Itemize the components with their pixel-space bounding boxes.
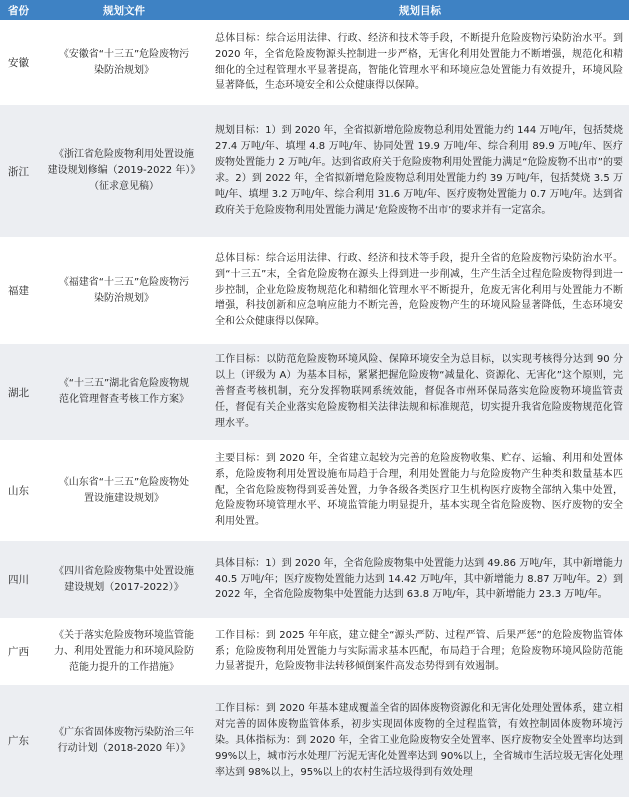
plan-goal-cell: 工作目标：到 2020 年基本建成覆盖全省的固体废物资源化和无害化处理处置体系，建立相对完善的固体废物监管体系，初步实现固体废物的全过程监管，有效控制固体废物环境污染。具体指标为：到 2020 年，全省工业危险废物安全处置率、医疗废物安全处置率均达到 99%以上，城市污水处理厂污泥无害化处置率达到 90%以上，全省城市生活垃圾无害化处理率达到 98%以上，95%以上的农村生活垃圾得到有效处理 (211, 685, 629, 797)
plan-goal-cell: 总体目标：综合运用法律、行政、经济和技术等手段，提升全省的危险废物污染防治水平。到“十三五”末，全省危险废物在源头上得到进一步削减，生产生活全过程危险废物得到进一步控制，企业危险废物规范化和精细化管理水平不断提升，危废无害化利用与处置能力不断增强，科技创新和应急响应能力不断完善，危险废物产生的环境风险显著降低，生态环境安全和公众健康得以保障。 (211, 238, 629, 344)
plan-file-cell: 《四川省危险废物集中处置设施 建设规划（2017-2022）》 (37, 541, 211, 619)
province-cell: 广东 (0, 685, 37, 797)
header-goal: 规划目标 (211, 0, 629, 21)
plan-goal-cell: 规划目标：1）到 2020 年，全省拟新增危险废物总利用处置能力约 144 万吨/年，包括焚烧 27.4 万吨/年、填埋 4.8 万吨/年、协同处置 19.9 万吨/年、综合利用 89.9 万吨/年、医疗废物处置能力 2 万吨/年。达到省政府关于危险废物利用处置能力满足“危险废物不出市”的要求。2）到 2022 年，全省拟新增危险废物总利用处置能力约 39 万吨/年，包括焚烧 3.5 万吨/年、填埋 3.2 万吨/年、综合利用 31.6 万吨/年、医疗废物处置能力 0.7 万吨/年。达到省政府关于危险废物利用处置能力满足‘危险废物不出市’的要求并有一定富余。 (211, 105, 629, 238)
header-file: 规划文件 (37, 0, 211, 21)
header-province: 省份 (0, 0, 37, 21)
plan-file-cell: 《“十三五”湖北省危险废物规 范化管理督查考核工作方案》 (37, 344, 211, 441)
province-cell: 广西 (0, 619, 37, 685)
plan-file-cell: 《福建省“十三五”危险废物污 染防治规划》 (37, 238, 211, 344)
plan-file-cell: 《安徽省“十三五”危险废物污 染防治规划》 (37, 21, 211, 105)
plan-goal-cell: 主要目标：到 2020 年，全省建立起较为完善的危险废物收集、贮存、运输、利用和处置体系，危险废物利用处置设施布局趋于合理，利用处置能力与危险废物产生种类和数量基本匹配，全省危险废物得到妥善处置，力争各级各类医疗卫生机构医疗废物全部纳入集中处置，危险废物环境管理水平、环境监管能力明显提升，基本实现全省危险废物、医疗废物的安全利用处置。 (211, 441, 629, 541)
plan-goal-cell: 总体目标：综合运用法律、行政、经济和技术等手段，不断提升危险废物污染防治水平。到 2020 年，全省危险废物源头控制进一步严格，无害化利用处置能力不断增强，规范化和精细化的全过程管理水平显著提高，智能化管理水平和环境应急处置能力有效提升，环境风险显著降低，生态环境安全和公众健康得以保障。 (211, 21, 629, 105)
plan-file-cell: 《广东省固体废物污染防治三年 行动计划（2018-2020 年）》 (37, 685, 211, 797)
table-row (0, 619, 629, 685)
table-header-row (0, 0, 629, 21)
province-cell: 安徽 (0, 21, 37, 105)
table-row (0, 105, 629, 238)
plan-file-cell: 《山东省“十三五”危险废物处 置设施建设规划》 (37, 441, 211, 541)
province-cell: 四川 (0, 541, 37, 619)
table-row (0, 21, 629, 105)
plan-goal-cell: 工作目标：到 2025 年年底，建立健全“源头严防、过程严管、后果严惩”的危险废物监管体系；危险废物利用处置能力与实际需求基本匹配，布局趋于合理；危险废物环境风险防范能力显著提升，危险废物非法转移倾倒案件高发态势得到有效遏制。 (211, 619, 629, 685)
table-row (0, 441, 629, 541)
province-cell: 湖北 (0, 344, 37, 441)
plan-goal-cell: 具体目标：1）到 2020 年，全省危险废物集中处置能力达到 49.86 万吨/年，其中新增能力 40.5 万吨/年；医疗废物处置能力达到 14.42 万吨/年，其中新增能力 8.87 万吨/年。2）到 2022 年，全省危险废物集中处置能力达到 63.8 万吨/年，其中新增能力 23.3 万吨/年。 (211, 541, 629, 619)
table-row (0, 685, 629, 797)
table-row (0, 541, 629, 619)
plan-goal-cell: 工作目标：以防范危险废物环境风险、保障环境安全为总目标，以实现考核得分达到 90 分以上（评级为 A）为基本目标，紧紧把握危险废物“减量化、资源化、无害化”这个原则，完善督查考核机制，充分发挥物联网系统效能，督促各市州环保局落实危险废物环境监管责任，督促有关企业落实危险废物相关法律法规和标准规范，切实提升我省危险废物规范化管理水平。 (211, 344, 629, 441)
table-row (0, 344, 629, 441)
table-row (0, 238, 629, 344)
province-cell: 山东 (0, 441, 37, 541)
plan-file-cell: 《关于落实危险废物环境监管能 力、利用处置能力和环境风险防 范能力提升的工作措施》 (37, 619, 211, 685)
province-cell: 浙江 (0, 105, 37, 238)
province-cell: 福建 (0, 238, 37, 344)
plan-file-cell: 《浙江省危险废物利用处置设施 建设规划修编（2019-2022 年）》 （征求意见稿） (37, 105, 211, 238)
